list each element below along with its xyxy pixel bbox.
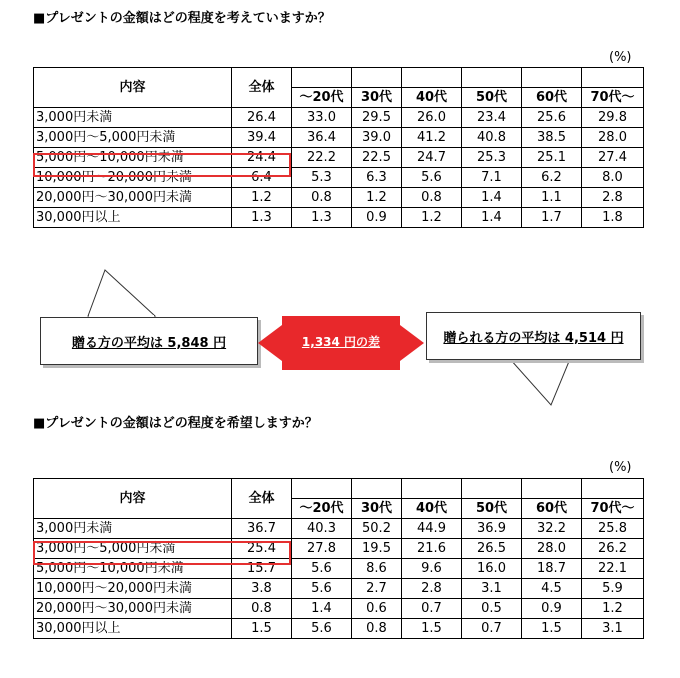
cell-all: 36.7 (232, 519, 292, 539)
cell-value: 26.2 (582, 539, 644, 559)
cell-value: 5.9 (582, 579, 644, 599)
table-row (34, 108, 644, 128)
cell-value: 21.6 (402, 539, 462, 559)
cell-value: 5.6 (402, 168, 462, 188)
cell-value: 0.8 (352, 619, 402, 639)
header-age-60s: 60代 (522, 88, 582, 108)
row-label: 20,000円～30,000円未満 (34, 188, 232, 208)
cell-value: 40.3 (292, 519, 352, 539)
cell-value: 0.8 (402, 188, 462, 208)
cell-value: 22.2 (292, 148, 352, 168)
cell-value: 25.8 (582, 519, 644, 539)
header-all: 全体 (232, 68, 292, 108)
difference-label: 1,334 円の差 (301, 335, 381, 349)
row-label: 10,000円～20,000円未満 (34, 168, 232, 188)
cell-value: 18.7 (522, 559, 582, 579)
cell-value: 9.6 (402, 559, 462, 579)
row-label: 3,000円～5,000円未満 (34, 539, 232, 559)
cell-all: 1.2 (232, 188, 292, 208)
cell-value: 1.2 (402, 208, 462, 228)
header-age-50s: 50代 (462, 88, 522, 108)
cell-value: 1.7 (522, 208, 582, 228)
row-label: 3,000円未満 (34, 519, 232, 539)
cell-value: 38.5 (522, 128, 582, 148)
cell-value: 6.3 (352, 168, 402, 188)
cell-value: 27.8 (292, 539, 352, 559)
cell-value: 25.3 (462, 148, 522, 168)
cell-all: 15.7 (232, 559, 292, 579)
table-row (34, 539, 644, 559)
cell-all: 0.8 (232, 599, 292, 619)
receiver-average-callout (426, 312, 641, 360)
header-age-60s: 60代 (522, 499, 582, 519)
cell-value: 1.4 (462, 188, 522, 208)
header-age-40s: 40代 (402, 499, 462, 519)
cell-value: 5.6 (292, 559, 352, 579)
cell-value: 36.4 (292, 128, 352, 148)
section1-table (33, 67, 644, 228)
table-row (34, 559, 644, 579)
table-row (34, 188, 644, 208)
cell-value: 0.5 (462, 599, 522, 619)
cell-value: 41.2 (402, 128, 462, 148)
section1-unit: (%) (609, 50, 632, 65)
cell-value: 3.1 (582, 619, 644, 639)
cell-value: 40.8 (462, 128, 522, 148)
cell-value: 33.0 (292, 108, 352, 128)
header-item: 内容 (34, 479, 232, 519)
cell-all: 39.4 (232, 128, 292, 148)
table-row (34, 208, 644, 228)
cell-value: 23.4 (462, 108, 522, 128)
table-row (34, 168, 644, 188)
cell-value: 1.2 (352, 188, 402, 208)
table-row (34, 619, 644, 639)
giver-average-callout (40, 317, 258, 365)
cell-value: 28.0 (522, 539, 582, 559)
cell-all: 24.4 (232, 148, 292, 168)
header-age-70s: 70代～ (582, 88, 644, 108)
table-row (34, 579, 644, 599)
cell-value: 2.7 (352, 579, 402, 599)
cell-value: 19.5 (352, 539, 402, 559)
cell-value: 0.9 (352, 208, 402, 228)
cell-value: 1.8 (582, 208, 644, 228)
section2-title: ■プレゼントの金額はどの程度を希望しますか？ (33, 416, 318, 431)
cell-value: 39.0 (352, 128, 402, 148)
row-label: 20,000円～30,000円未満 (34, 599, 232, 619)
cell-all: 26.4 (232, 108, 292, 128)
header-age-40s: 40代 (402, 88, 462, 108)
cell-value: 5.6 (292, 619, 352, 639)
cell-value: 29.8 (582, 108, 644, 128)
cell-all: 3.8 (232, 579, 292, 599)
cell-value: 5.3 (292, 168, 352, 188)
cell-value: 2.8 (402, 579, 462, 599)
section2-unit: (%) (609, 460, 632, 475)
row-label: 10,000円～20,000円未満 (34, 579, 232, 599)
cell-value: 29.5 (352, 108, 402, 128)
header-age-50s: 50代 (462, 499, 522, 519)
cell-value: 25.6 (522, 108, 582, 128)
cell-all: 25.4 (232, 539, 292, 559)
header-age-70s: 70代～ (582, 499, 644, 519)
cell-value: 0.6 (352, 599, 402, 619)
header-age-30s: 30代 (352, 499, 402, 519)
cell-value: 5.6 (292, 579, 352, 599)
header-all: 全体 (232, 479, 292, 519)
cell-value: 22.1 (582, 559, 644, 579)
cell-value: 1.1 (522, 188, 582, 208)
table-row (34, 599, 644, 619)
giver-average-text: 贈る方の平均は 5,848 円 (71, 335, 227, 351)
row-label: 3,000円未満 (34, 108, 232, 128)
cell-value: 0.7 (402, 599, 462, 619)
cell-value: 22.5 (352, 148, 402, 168)
cell-value: 26.5 (462, 539, 522, 559)
cell-all: 6.4 (232, 168, 292, 188)
row-label: 3,000円～5,000円未満 (34, 128, 232, 148)
section1-title: ■プレゼントの金額はどの程度を考えていますか？ (33, 11, 331, 26)
cell-all: 1.3 (232, 208, 292, 228)
cell-value: 16.0 (462, 559, 522, 579)
receiver-average-text: 贈られる方の平均は 4,514 円 (443, 330, 624, 346)
cell-value: 25.1 (522, 148, 582, 168)
cell-value: 8.6 (352, 559, 402, 579)
section2-table (33, 478, 644, 639)
cell-value: 24.7 (402, 148, 462, 168)
header-age-20s: ～20代 (292, 499, 352, 519)
cell-value: 4.5 (522, 579, 582, 599)
cell-value: 28.0 (582, 128, 644, 148)
cell-value: 1.2 (582, 599, 644, 619)
cell-value: 26.0 (402, 108, 462, 128)
cell-value: 36.9 (462, 519, 522, 539)
row-label: 5,000円～10,000円未満 (34, 148, 232, 168)
cell-all: 1.5 (232, 619, 292, 639)
cell-value: 27.4 (582, 148, 644, 168)
cell-value: 2.8 (582, 188, 644, 208)
cell-value: 1.4 (462, 208, 522, 228)
cell-value: 44.9 (402, 519, 462, 539)
cell-value: 6.2 (522, 168, 582, 188)
cell-value: 0.8 (292, 188, 352, 208)
table-row (34, 128, 644, 148)
cell-value: 50.2 (352, 519, 402, 539)
cell-value: 32.2 (522, 519, 582, 539)
cell-value: 1.4 (292, 599, 352, 619)
cell-value: 8.0 (582, 168, 644, 188)
header-age-20s: ～20代 (292, 88, 352, 108)
cell-value: 1.5 (522, 619, 582, 639)
row-label: 30,000円以上 (34, 208, 232, 228)
header-age-30s: 30代 (352, 88, 402, 108)
table-row (34, 148, 644, 168)
cell-value: 1.3 (292, 208, 352, 228)
cell-value: 1.5 (402, 619, 462, 639)
cell-value: 7.1 (462, 168, 522, 188)
cell-value: 3.1 (462, 579, 522, 599)
cell-value: 0.7 (462, 619, 522, 639)
header-item: 内容 (34, 68, 232, 108)
cell-value: 0.9 (522, 599, 582, 619)
row-label: 30,000円以上 (34, 619, 232, 639)
table-row (34, 519, 644, 539)
row-label: 5,000円～10,000円未満 (34, 559, 232, 579)
